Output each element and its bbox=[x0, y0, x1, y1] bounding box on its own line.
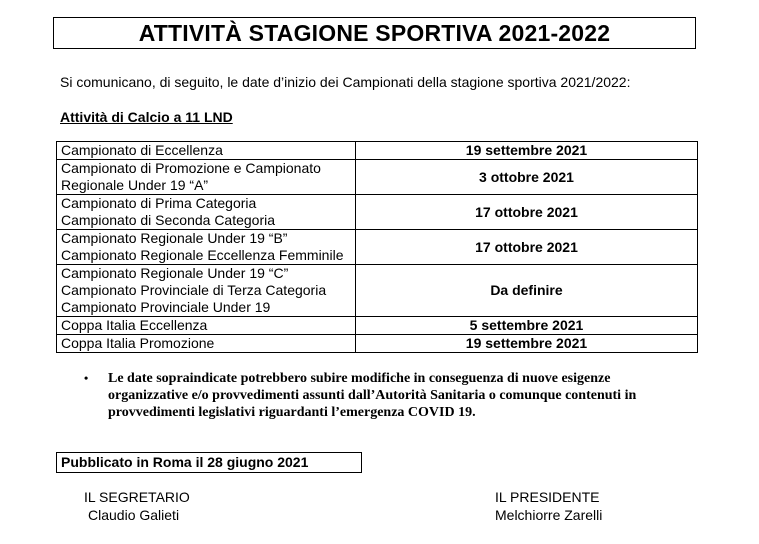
start-date: 5 settembre 2021 bbox=[356, 317, 698, 335]
start-date: 17 ottobre 2021 bbox=[356, 195, 698, 230]
signature-name: Claudio Galieti bbox=[88, 507, 180, 523]
schedule-row bbox=[57, 142, 698, 160]
signature-role: IL PRESIDENTE bbox=[495, 489, 600, 505]
schedule-row bbox=[57, 335, 698, 353]
competition-line: Coppa Italia Eccellenza bbox=[61, 317, 208, 333]
competition-line: Campionato Regionale Under 19 “B” bbox=[61, 230, 288, 246]
start-date: 17 ottobre 2021 bbox=[356, 230, 698, 265]
start-date: 3 ottobre 2021 bbox=[356, 160, 698, 195]
start-date: 19 settembre 2021 bbox=[356, 142, 698, 160]
schedule-row bbox=[57, 317, 698, 335]
schedule-table bbox=[56, 141, 698, 353]
signature-role: IL SEGRETARIO bbox=[84, 489, 190, 505]
bullet-icon: • bbox=[84, 371, 89, 385]
competition-line: Coppa Italia Promozione bbox=[61, 335, 215, 351]
signature-name: Melchiorre Zarelli bbox=[495, 507, 603, 523]
competition-line: Campionato Regionale Eccellenza Femminile bbox=[61, 247, 344, 263]
page-title: ATTIVITÀ STAGIONE SPORTIVA 2021-2022 bbox=[138, 19, 611, 46]
schedule-row bbox=[57, 230, 698, 265]
published-box: Pubblicato in Roma il 28 giugno 2021 bbox=[56, 452, 362, 473]
competition-line: Campionato Regionale Under 19 “C” bbox=[61, 265, 289, 281]
signature-president bbox=[495, 488, 602, 524]
competition-name bbox=[57, 142, 356, 160]
signature-secretary bbox=[84, 488, 190, 524]
note-block bbox=[84, 370, 696, 421]
competition-name bbox=[57, 335, 356, 353]
title-box bbox=[53, 17, 696, 49]
competition-name bbox=[57, 265, 356, 317]
competition-name bbox=[57, 195, 356, 230]
note-line: organizzative e/o provvedimenti assunti dall’Autorità Sanitaria o comunque contenuti in bbox=[108, 388, 637, 403]
competition-name bbox=[57, 230, 356, 265]
section-title: Attività di Calcio a 11 LND bbox=[60, 109, 233, 125]
schedule-row bbox=[57, 265, 698, 317]
start-date: 19 settembre 2021 bbox=[356, 335, 698, 353]
competition-line: Campionato di Promozione e Campionato bbox=[61, 160, 321, 176]
competition-line: Regionale Under 19 “A” bbox=[61, 177, 209, 193]
note-text bbox=[108, 370, 696, 421]
competition-line: Campionato Provinciale di Terza Categoria bbox=[61, 282, 327, 298]
competition-name bbox=[57, 317, 356, 335]
intro-text: Si comunicano, di seguito, le date d’inizio dei Campionati della stagione sportiva 2021/2022: bbox=[60, 74, 631, 90]
schedule-row bbox=[57, 160, 698, 195]
schedule-row bbox=[57, 195, 698, 230]
competition-line: Campionato Provinciale Under 19 bbox=[61, 299, 271, 315]
competition-line: Campionato di Seconda Categoria bbox=[61, 212, 276, 228]
competition-line: Campionato di Eccellenza bbox=[61, 142, 223, 158]
start-date: Da definire bbox=[356, 265, 698, 317]
note-line: provvedimenti legislativi riguardanti l’emergenza COVID 19. bbox=[108, 405, 476, 420]
competition-name bbox=[57, 160, 356, 195]
note-line: Le date sopraindicate potrebbero subire modifiche in conseguenza di nuove esigenze bbox=[108, 371, 611, 386]
competition-line: Campionato di Prima Categoria bbox=[61, 195, 257, 211]
